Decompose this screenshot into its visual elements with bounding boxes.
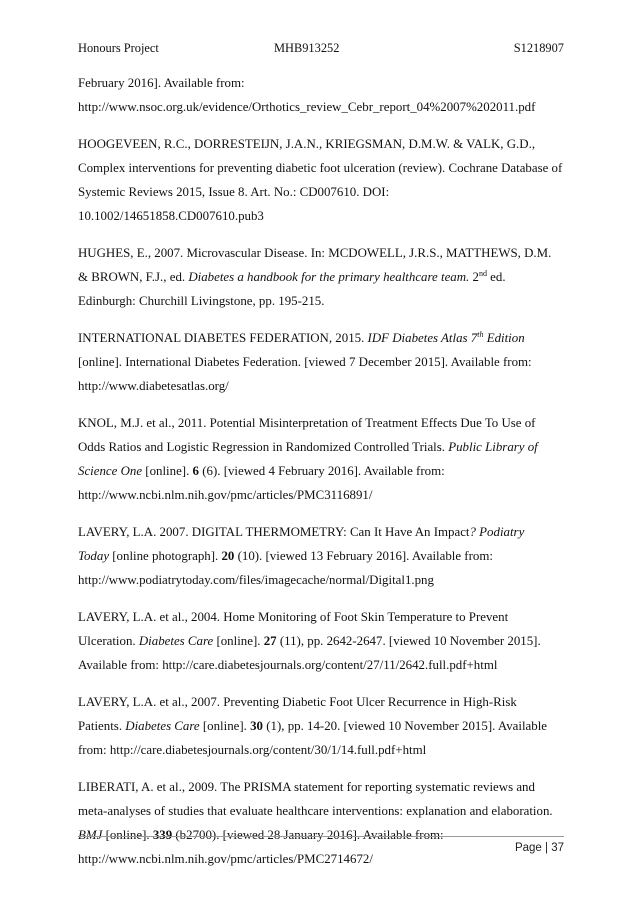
header-project: Honours Project: [78, 41, 159, 55]
reference-text: (b2700). [viewed 28 January 2016]. Available from:: [172, 828, 444, 842]
reference-text: (1), pp. 14-20. [viewed 10 November 2015]. Available: [263, 719, 547, 733]
page-header: [78, 40, 564, 56]
reference-url: from: http://care.diabetesjournals.org/content/30/1/14.full.pdf+html: [78, 743, 427, 757]
reference-line: LAVERY, L.A. et al., 2004. Home Monitoring of Foot Skin Temperature to Prevent: [78, 610, 509, 624]
journal-name: Diabetes Care: [138, 634, 214, 648]
reference-url: http://www.diabetesatlas.org/: [78, 379, 229, 393]
reference-idf: [78, 326, 564, 398]
reference-hoogeveen: [78, 132, 564, 228]
reference-title: Diabetes a handbook for the primary healthcare team.: [188, 270, 470, 284]
reference-hughes: [78, 241, 564, 313]
reference-title: [368, 331, 525, 345]
reference-nsoc: [78, 71, 564, 119]
reference-line: Systemic Reviews 2015, Issue 8. Art. No.: CD007610. DOI:: [78, 185, 390, 199]
reference-line: [78, 520, 564, 544]
reference-url: http://www.ncbi.nlm.nih.gov/pmc/articles/PMC2714672/: [78, 852, 373, 866]
reference-line: [online]. International Diabetes Federation. [viewed 7 December 2015]. Available from:: [78, 355, 532, 369]
journal-volume: 30: [250, 719, 263, 733]
reference-list: [78, 71, 564, 871]
journal-volume: 20: [221, 549, 235, 563]
reference-url: Available from: http://care.diabetesjournals.org/content/27/11/2642.full.pdf+html: [78, 658, 498, 672]
journal-name: BMJ: [78, 828, 103, 842]
reference-line: LAVERY, L.A. et al., 2007. Preventing Diabetic Foot Ulcer Recurrence in High-Risk: [78, 695, 517, 709]
edition-superscript: nd: [478, 269, 487, 278]
reference-line: KNOL, M.J. et al., 2011. Potential Misinterpretation of Treatment Effects Due To Use of: [78, 416, 536, 430]
reference-line: [78, 823, 564, 847]
reference-lavery-2007-thermometry: [78, 520, 564, 592]
header-student-id: S1218907: [513, 41, 564, 55]
reference-text: ed.: [486, 270, 506, 284]
reference-lavery-2007-ulcer: [78, 690, 564, 762]
journal-name: Science One: [78, 464, 143, 478]
page-number: Page | 37: [514, 842, 564, 854]
reference-text: Patients.: [78, 719, 126, 733]
journal-name: Today: [78, 549, 110, 563]
reference-knol: [78, 411, 564, 507]
reference-text: [online].: [102, 828, 153, 842]
edition-superscript: th: [477, 330, 484, 339]
journal-name: Public Library of: [448, 440, 538, 454]
reference-text: 2: [469, 270, 479, 284]
reference-text: [online].: [142, 464, 193, 478]
reference-text: (6). [viewed 4 February 2016]. Available from:: [199, 464, 445, 478]
reference-text: [online].: [199, 719, 251, 733]
reference-text: LAVERY, L.A. 2007. DIGITAL THERMOMETRY: Can It Have An Impact: [78, 525, 470, 539]
reference-line: [78, 435, 564, 459]
reference-line: Edinburgh: Churchill Livingstone, pp. 195-215.: [78, 294, 325, 308]
reference-url: http://www.podiatrytoday.com/files/imagecache/normal/Digital1.png: [78, 573, 434, 587]
reference-title-text: Edition: [483, 331, 525, 345]
reference-line: meta-analyses of studies that evaluate healthcare interventions: explanation and elaboration.: [78, 804, 553, 818]
footer-divider: [78, 836, 564, 837]
reference-text: [online photograph].: [109, 549, 222, 563]
reference-line: [78, 714, 564, 738]
reference-title-text: IDF Diabetes Atlas 7: [367, 331, 478, 345]
journal-volume: 6: [192, 464, 199, 478]
reference-text: (10). [viewed 13 February 2016]. Available from:: [234, 549, 493, 563]
reference-text: Ulceration.: [78, 634, 139, 648]
reference-liberati: [78, 775, 564, 871]
reference-lavery-2004: [78, 605, 564, 677]
reference-line: HUGHES, E., 2007. Microvascular Disease. In: MCDOWELL, J.R.S., MATTHEWS, D.M.: [78, 246, 552, 260]
reference-text: [online].: [213, 634, 264, 648]
reference-text: Odds Ratios and Logistic Regression in Randomized Controlled Trials.: [78, 440, 449, 454]
reference-line: LIBERATI, A. et al., 2009. The PRISMA statement for reporting systematic reviews and: [78, 780, 535, 794]
reference-line: HOOGEVEEN, R.C., DORRESTEIJN, J.A.N., KRIEGSMAN, D.M.W. & VALK, G.D.,: [78, 137, 536, 151]
reference-line: February 2016]. Available from:: [78, 76, 245, 90]
reference-text: INTERNATIONAL DIABETES FEDERATION, 2015.: [78, 331, 368, 345]
journal-volume: 27: [263, 634, 277, 648]
reference-text: (11), pp. 2642-2647. [viewed 10 November 2015].: [276, 634, 541, 648]
header-module-code: MHB913252: [274, 41, 340, 55]
journal-volume: 339: [152, 828, 173, 842]
journal-name: ? Podiatry: [469, 525, 525, 539]
reference-url: http://www.nsoc.org.uk/evidence/Orthotics_review_Cebr_report_04%2007%202011.pdf: [78, 100, 536, 114]
reference-line: [78, 629, 564, 653]
reference-line: [78, 459, 564, 483]
reference-url: http://www.ncbi.nlm.nih.gov/pmc/articles/PMC3116891/: [78, 488, 373, 502]
reference-doi: 10.1002/14651858.CD007610.pub3: [78, 209, 264, 223]
reference-line: [78, 326, 564, 350]
reference-line: [78, 265, 564, 289]
journal-name: Diabetes Care: [125, 719, 200, 733]
reference-line: Complex interventions for preventing diabetic foot ulceration (review). Cochrane Database of: [78, 161, 563, 175]
reference-text: & BROWN, F.J., ed.: [78, 270, 189, 284]
reference-line: [78, 544, 564, 568]
